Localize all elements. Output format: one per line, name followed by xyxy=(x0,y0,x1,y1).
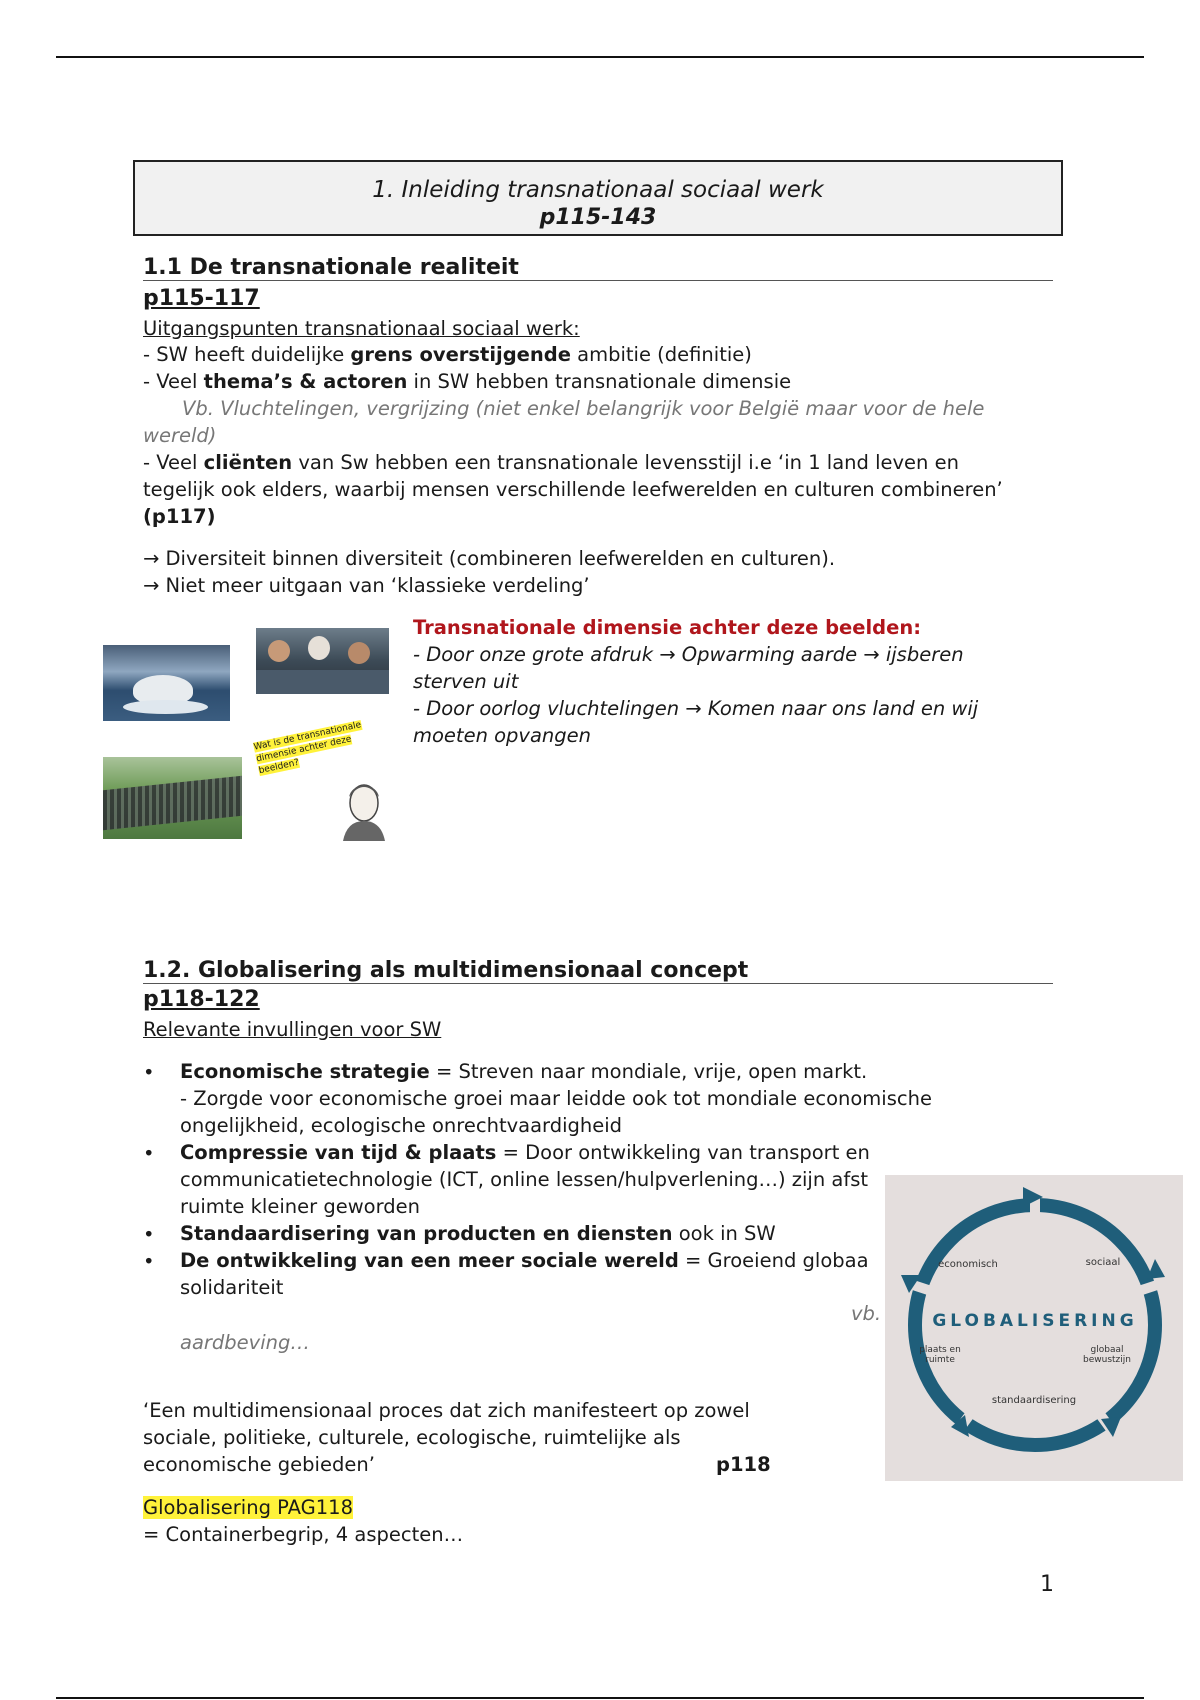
chapter-title: 1. Inleiding transnationaal sociaal werk xyxy=(372,177,824,203)
bullet-text: ongelijkheid, ecologische onrechtvaardigheid xyxy=(180,1114,623,1137)
section-pages-1-2: p118-122 xyxy=(143,987,260,1012)
bullet-text: - Zorgde voor economische groei maar leidde ook tot mondiale economische xyxy=(180,1087,932,1110)
diagram-label: standaardisering xyxy=(991,1395,1077,1406)
quote-page-ref: p118 xyxy=(716,1453,771,1476)
woman-portrait-sketch xyxy=(333,773,395,841)
images-text: - Door oorlog vluchtelingen → Komen naar ons land en wij xyxy=(413,697,979,720)
bullet-text: ruimte kleiner geworden xyxy=(180,1195,420,1218)
bullet: • xyxy=(143,1142,155,1165)
images-heading: Transnationale dimensie achter deze beelden: xyxy=(413,616,922,639)
top-rule xyxy=(56,56,1144,58)
example-text: vb. xyxy=(851,1302,882,1325)
intro-text: Uitgangspunten transnationaal sociaal werk: xyxy=(143,317,580,340)
chapter-pages: p115-143 xyxy=(539,205,657,230)
diagram-label: sociaal xyxy=(1085,1257,1121,1268)
bullet-text: Standaardisering van producten en diensten ook in SW xyxy=(180,1222,776,1245)
intro-text: Relevante invullingen voor SW xyxy=(143,1018,442,1041)
globalisering-label: Globalisering PAG118 xyxy=(143,1496,353,1519)
diagram-label: plaats en ruimte xyxy=(919,1345,961,1365)
diagram-label: economisch xyxy=(938,1259,998,1270)
bullet: • xyxy=(143,1061,155,1084)
section-pages-1-1: p115-117 xyxy=(143,286,260,311)
sticky-note: Wat is de transnationale dimensie achter deze beelden? xyxy=(252,720,363,777)
bullet-text: Compressie van tijd & plaats = Door ontwikkeling van transport en xyxy=(180,1141,870,1164)
section-heading-1-2: 1.2. Globalisering als multidimensionaal concept xyxy=(143,958,749,983)
chapter-title-box xyxy=(133,160,1063,236)
quote-text: sociale, politieke, culturele, ecologische, ruimtelijke als xyxy=(143,1426,681,1449)
text-line: - SW heeft duidelijke grens overstijgende ambitie (definitie) xyxy=(143,343,752,366)
images-text: moeten opvangen xyxy=(413,724,592,747)
refugees-crowd-image xyxy=(103,757,242,839)
diagram-center-label: GLOBALISERING xyxy=(932,1311,1138,1331)
people-meeting-image xyxy=(256,628,389,694)
bullet: • xyxy=(143,1250,155,1273)
text-line: - Veel thema’s & actoren in SW hebben transnationale dimensie xyxy=(143,370,792,393)
arrow-line: → Diversiteit binnen diversiteit (combineren leefwerelden en culturen). xyxy=(143,547,836,570)
quote-text: ‘Een multidimensionaal proces dat zich manifesteert op zowel xyxy=(143,1399,750,1422)
quote-text: economische gebieden’ xyxy=(143,1453,375,1476)
example-text: wereld) xyxy=(143,424,217,447)
globalisering-diagram xyxy=(885,1175,1183,1481)
example-text: Vb. Vluchtelingen, vergrijzing (niet enkel belangrijk voor België maar voor de hele xyxy=(182,397,985,420)
images-text: sterven uit xyxy=(413,670,519,693)
diagram-label: globaal bewustzijn xyxy=(1083,1345,1131,1365)
polar-bear-image xyxy=(103,645,230,721)
bullet-text: solidariteit xyxy=(180,1276,284,1299)
bullet-text: communicatietechnologie (ICT, online lessen/hulpverlening…) zijn afst xyxy=(180,1168,869,1191)
globalisering-definition: = Containerbegrip, 4 aspecten… xyxy=(143,1523,464,1546)
bottom-rule xyxy=(56,1697,1144,1699)
bullet-text: Economische strategie = Streven naar mondiale, vrije, open markt. xyxy=(180,1060,868,1083)
section-heading-1-1: 1.1 De transnationale realiteit xyxy=(143,255,519,280)
page-number: 1 xyxy=(1040,1572,1054,1597)
bullet: • xyxy=(143,1223,155,1246)
bullet-text: De ontwikkeling van een meer sociale wereld = Groeiend globaa xyxy=(180,1249,869,1272)
arrow-line: → Niet meer uitgaan van ‘klassieke verdeling’ xyxy=(143,574,590,597)
section-heading-underline xyxy=(143,983,1053,984)
text-line: tegelijk ook elders, waarbij mensen verschillende leefwerelden en culturen combineren’ xyxy=(143,478,1003,501)
text-line: - Veel cliënten van Sw hebben een transnationale levensstijl i.e ‘in 1 land leven en xyxy=(143,451,959,474)
example-text: aardbeving… xyxy=(180,1331,310,1354)
section-heading-underline xyxy=(143,280,1053,281)
images-text: - Door onze grote afdruk → Opwarming aarde → ijsberen xyxy=(413,643,964,666)
text-line: (p117) xyxy=(143,505,216,528)
